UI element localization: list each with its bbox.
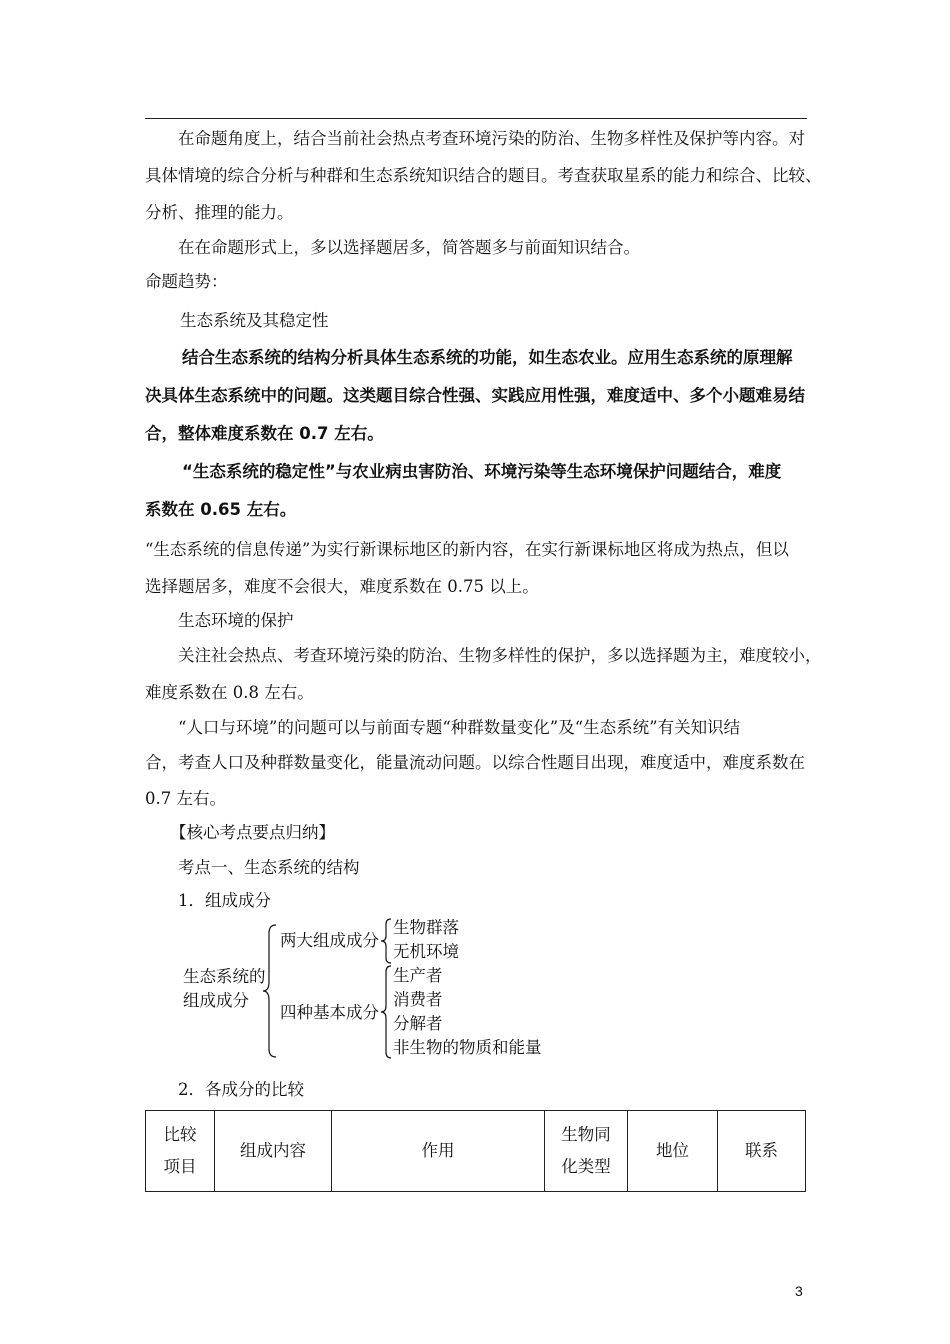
intro-line-4: 在在命题形式上，多以选择题居多，简答题多与前面知识结合。 xyxy=(178,238,640,257)
table-header-cell xyxy=(545,1111,628,1192)
trend-c-line-1: “生态系统的信息传递”为实行新课标地区的新内容，在实行新课标地区将成为热点，但以 xyxy=(145,540,789,559)
trend-b-line-2: 系数在 0.65 左右。 xyxy=(145,500,297,519)
table-header-cell: 地位 xyxy=(628,1111,718,1192)
trend-e-line-2: 合，考查人口及种群数量变化，能量流动问题。以综合性题目出现，难度适中，难度系数在 xyxy=(145,753,805,772)
diagram-branch-2-item-4: 非生物的物质和能量 xyxy=(393,1038,542,1057)
core-title: 【核心考点要点归纳】 xyxy=(170,823,335,842)
trend-c-line-2: 选择题居多，难度不会很大，难度系数在 0.75 以上。 xyxy=(145,577,539,596)
comparison-table xyxy=(145,1110,806,1192)
diagram-root-line-1: 生态系统的 xyxy=(183,967,266,986)
diagram-branch-2-item-3: 分解者 xyxy=(393,1014,443,1033)
table-header-text: 生物同 xyxy=(561,1125,611,1144)
table-header-cell: 作用 xyxy=(332,1111,545,1192)
trend-b-line-1: “生态系统的稳定性”与农业病虫害防治、环境污染等生态环境保护问题结合，难度 xyxy=(182,462,782,481)
table-header-text: 化类型 xyxy=(561,1157,611,1176)
big-brace-icon xyxy=(262,924,278,1058)
trend-heading: 命题趋势： xyxy=(145,272,228,291)
intro-line-1: 在命题角度上，结合当前社会热点考查环境污染的防治、生物多样性及保护等内容。对 xyxy=(178,129,805,148)
trend-a-line-2: 决具体生态系统中的问题。这类题目综合性强、实践应用性强，难度适中、多个小题难易结 xyxy=(145,386,805,405)
intro-line-2: 具体情境的综合分析与种群和生态系统知识结合的题目。考查获取星系的能力和综合、比较、 xyxy=(145,166,822,185)
table-header-cell xyxy=(146,1111,215,1192)
trend-subheading-2: 生态环境的保护 xyxy=(178,611,294,630)
table-header-cell: 组成内容 xyxy=(215,1111,332,1192)
table-header-cell: 联系 xyxy=(718,1111,806,1192)
trend-d-line-2: 难度系数在 0.8 左右。 xyxy=(145,683,314,702)
header-rule xyxy=(145,118,807,119)
diagram-branch-2: 四种基本成分 xyxy=(280,1003,379,1022)
trend-a-line-3: 合，整体难度系数在 0.7 左右。 xyxy=(145,424,384,443)
page-number: 3 xyxy=(795,1283,803,1299)
intro-line-3: 分析、推理的能力。 xyxy=(145,203,294,222)
trend-d-line-1: 关注社会热点、考查环境污染的防治、生物多样性的保护，多以选择题为主，难度较小， xyxy=(178,646,822,665)
trend-e-line-3: 0.7 左右。 xyxy=(145,789,226,808)
trend-a-line-1: 结合生态系统的结构分析具体生态系统的功能，如生态农业。应用生态系统的原理解 xyxy=(182,348,793,367)
table-header-text: 比较 xyxy=(163,1125,197,1144)
core-point-1: 考点一、生态系统的结构 xyxy=(178,858,360,877)
trend-e-line-1: “人口与环境”的问题可以与前面专题“种群数量变化”及“生态系统”有关知识结 xyxy=(178,718,741,737)
diagram-branch-1-item-1: 生物群落 xyxy=(393,918,459,937)
core-item-1: 1．组成成分 xyxy=(178,891,271,910)
diagram-root-line-2: 组成成分 xyxy=(183,991,249,1010)
core-item-2: 2．各成分的比较 xyxy=(178,1080,304,1099)
diagram-branch-1-item-2: 无机环境 xyxy=(393,942,459,961)
diagram-branch-2-item-2: 消费者 xyxy=(393,990,443,1009)
small-brace-icon xyxy=(380,918,392,964)
table-header-text: 项目 xyxy=(163,1157,197,1176)
medium-brace-icon xyxy=(380,965,392,1059)
diagram-branch-2-item-1: 生产者 xyxy=(393,966,443,985)
diagram-branch-1: 两大组成成分 xyxy=(280,931,379,950)
trend-subheading-1: 生态系统及其稳定性 xyxy=(180,311,329,330)
table-header-row xyxy=(146,1111,806,1192)
